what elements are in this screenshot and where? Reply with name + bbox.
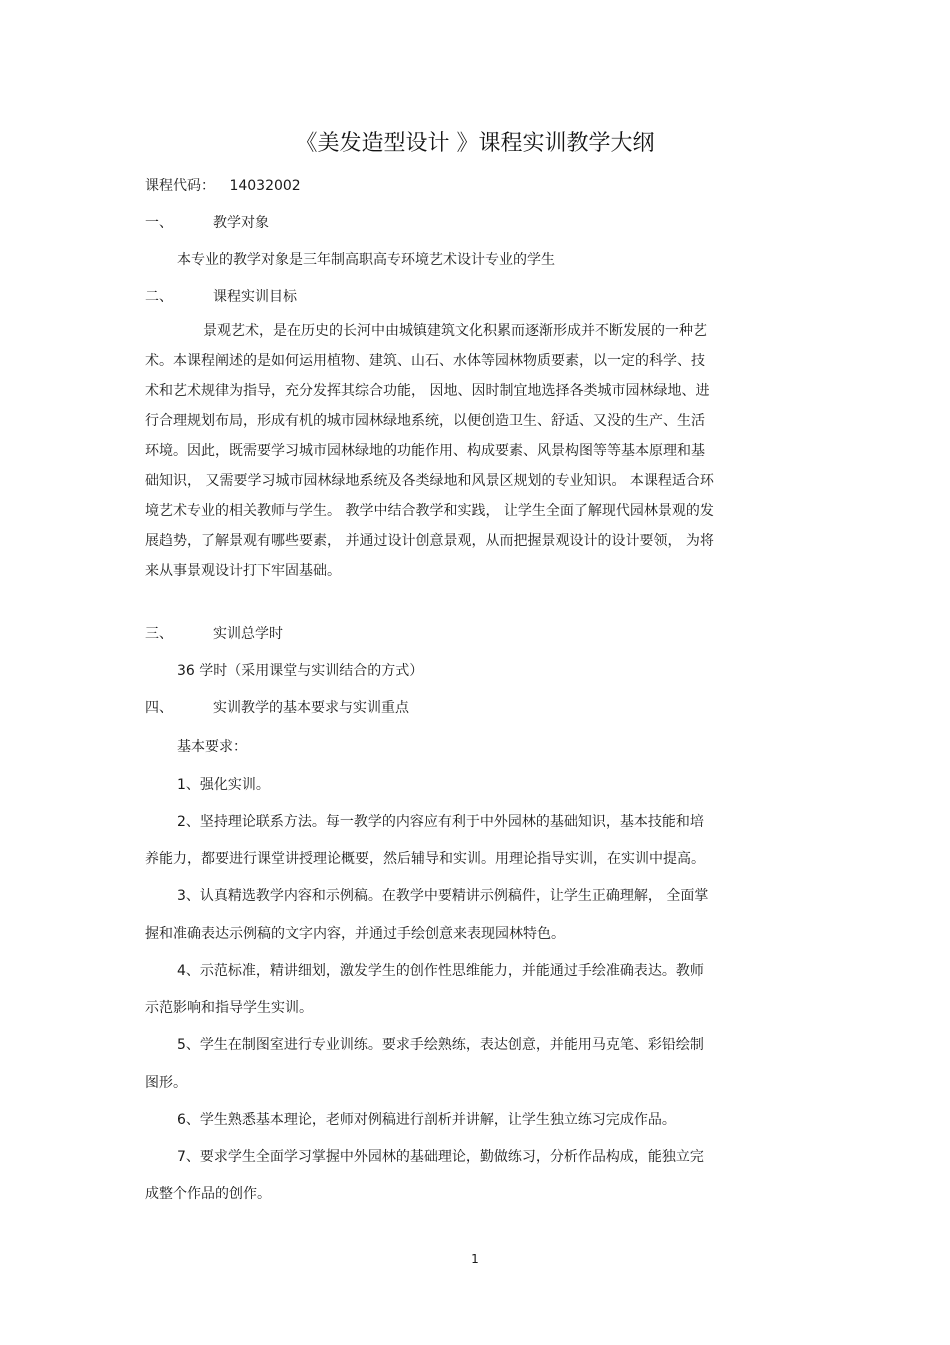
paragraph-line: 术。本课程阐述的是如何运用植物、建筑、山石、水体等园林物质要素，以一定的科学、技 bbox=[145, 353, 705, 369]
list-item-continuation: 成整个作品的创作。 bbox=[145, 1186, 271, 1202]
section-number: 三、 bbox=[145, 626, 173, 642]
list-item: 3、认真精选教学内容和示例稿。在教学中要精讲示例稿件，让学生正确理解， 全面掌 bbox=[177, 888, 709, 904]
list-item: 1、强化实训。 bbox=[177, 777, 270, 793]
list-item-continuation: 养能力，都要进行课堂讲授理论概要，然后辅导和实训。用理论指导实训，在实训中提高。 bbox=[145, 851, 705, 867]
list-item: 4、示范标准，精讲细划，激发学生的创作性思维能力，并能通过手绘准确表达。教师 bbox=[177, 963, 704, 979]
section-title: 教学对象 bbox=[213, 215, 269, 231]
paragraph-line: 行合理规划布局，形成有机的城市园林绿地系统，以便创造卫生、舒适、又没的生产、生活 bbox=[145, 413, 705, 429]
page-number: 1 bbox=[471, 1252, 479, 1266]
section-heading-1 bbox=[145, 214, 269, 232]
paragraph-line: 术和艺术规律为指导，充分发挥其综合功能， 因地、因时制宜地选择各类城市园林绿地、进 bbox=[145, 383, 710, 399]
paragraph-line: 环境。因此，既需要学习城市园林绿地的功能作用、构成要素、风景构图等等基本原理和基 bbox=[145, 443, 705, 459]
document-title: 《美发造型设计 》课程实训教学大纲 bbox=[295, 131, 655, 156]
paragraph-line: 境艺术专业的相关教师与学生。 教学中结合教学和实践， 让学生全面了解现代园林景观的发 bbox=[145, 503, 714, 519]
paragraph-line: 36 学时（采用课堂与实训结合的方式） bbox=[177, 663, 424, 679]
section-heading-2 bbox=[145, 288, 297, 306]
course-code-row bbox=[145, 177, 301, 195]
section-number: 二、 bbox=[145, 289, 173, 305]
section-heading-3 bbox=[145, 625, 283, 643]
section-number: 四、 bbox=[145, 700, 173, 716]
course-code-label: 课程代码： bbox=[145, 178, 215, 194]
list-item: 7、要求学生全面学习掌握中外园林的基础理论，勤做练习，分析作品构成，能独立完 bbox=[177, 1149, 704, 1165]
paragraph-line: 础知识， 又需要学习城市园林绿地系统及各类绿地和风景区规划的专业知识。 本课程适合环 bbox=[145, 473, 714, 489]
paragraph-line: 景观艺术，是在历史的长河中由城镇建筑文化积累而逐渐形成并不断发展的一种艺 bbox=[203, 323, 707, 339]
list-item: 6、学生熟悉基本理论，老师对例稿进行剖析并讲解，让学生独立练习完成作品。 bbox=[177, 1112, 676, 1128]
paragraph-line: 基本要求： bbox=[177, 739, 247, 755]
section-heading-4 bbox=[145, 699, 409, 717]
list-item: 5、学生在制图室进行专业训练。要求手绘熟练，表达创意，并能用马克笔、彩铅绘制 bbox=[177, 1037, 704, 1053]
list-item-continuation: 握和准确表达示例稿的文字内容，并通过手绘创意来表现园林特色。 bbox=[145, 926, 565, 942]
list-item-continuation: 示范影响和指导学生实训。 bbox=[145, 1000, 313, 1016]
paragraph-line: 本专业的教学对象是三年制高职高专环境艺术设计专业的学生 bbox=[177, 252, 555, 268]
course-code-value: 14032002 bbox=[229, 178, 301, 194]
section-number: 一、 bbox=[145, 215, 173, 231]
section-title: 课程实训目标 bbox=[213, 289, 297, 305]
paragraph-line: 来从事景观设计打下牢固基础。 bbox=[145, 563, 341, 579]
list-item-continuation: 图形。 bbox=[145, 1075, 187, 1091]
section-title: 实训教学的基本要求与实训重点 bbox=[213, 700, 409, 716]
list-item: 2、坚持理论联系方法。每一教学的内容应有利于中外园林的基础知识，基本技能和培 bbox=[177, 814, 704, 830]
paragraph-line: 展趋势，了解景观有哪些要素， 并通过设计创意景观，从而把握景观设计的设计要领， 为将 bbox=[145, 533, 714, 549]
section-title: 实训总学时 bbox=[213, 626, 283, 642]
